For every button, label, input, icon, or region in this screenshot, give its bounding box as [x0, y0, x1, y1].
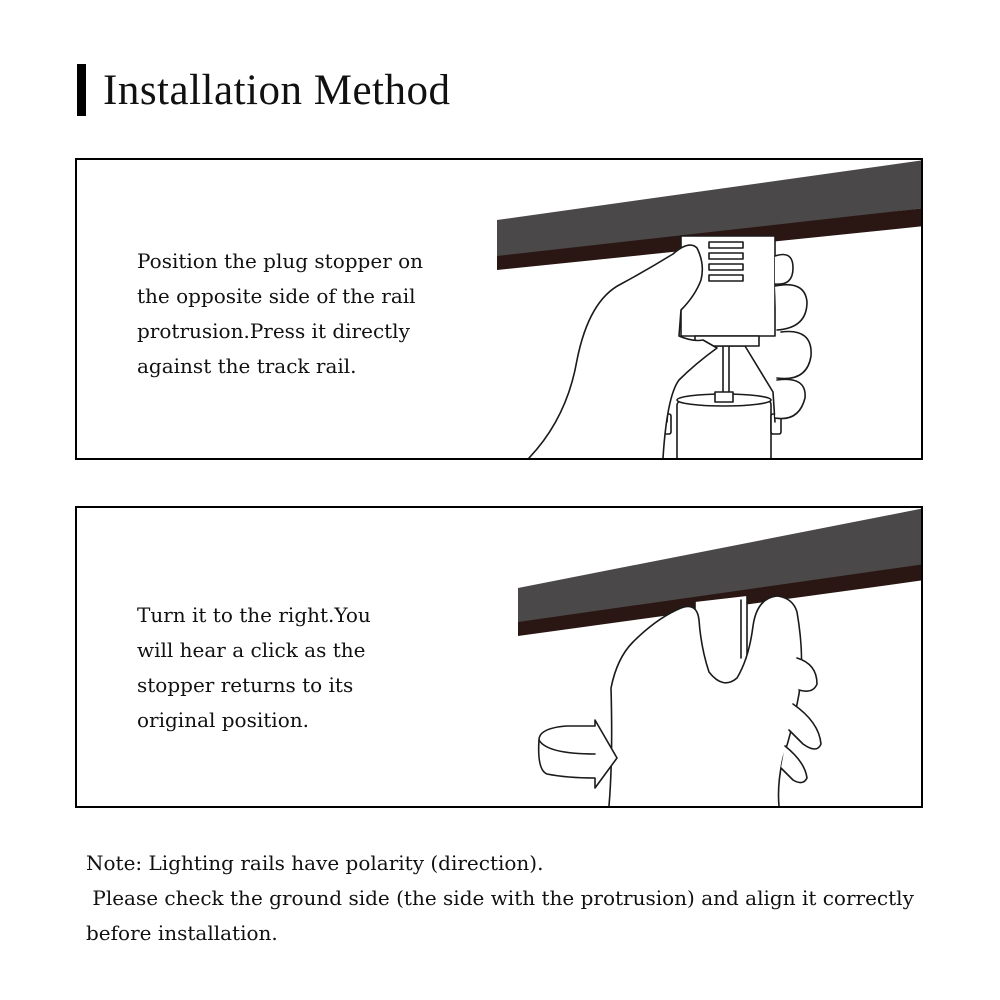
title-accent-bar	[77, 64, 86, 116]
step-2-line: will hear a click as the	[137, 638, 366, 662]
note-line: before installation.	[86, 921, 278, 945]
step-1-illustration	[77, 160, 921, 458]
step-1-panel	[75, 158, 923, 460]
step-1-line: Position the plug stopper on	[137, 249, 424, 273]
adapter-slot	[709, 275, 743, 281]
finger	[775, 379, 805, 418]
step-2-panel	[75, 506, 923, 808]
note-line: Please check the ground side (the side with the protrusion) and align it correctly	[86, 886, 914, 910]
adapter-slot	[709, 242, 743, 248]
adapter-slot	[709, 264, 743, 270]
step-1-line: the opposite side of the rail	[137, 284, 416, 308]
finger	[777, 332, 811, 379]
finger	[781, 746, 807, 783]
step-2-line: original position.	[137, 708, 309, 732]
step-1-line: against the track rail.	[137, 354, 357, 378]
finger	[797, 658, 817, 691]
page-title: Installation Method	[103, 67, 451, 114]
adapter-slot	[709, 253, 743, 259]
step-2-line: stopper returns to its	[137, 673, 354, 697]
finger	[789, 704, 821, 749]
note-line: Note: Lighting rails have polarity (direction).	[86, 851, 544, 875]
finger	[775, 255, 793, 285]
polarity-note	[86, 846, 966, 951]
step-1-line: protrusion.Press it directly	[137, 319, 410, 343]
step-2-illustration	[77, 508, 921, 806]
step-2-line: Turn it to the right.You	[137, 603, 371, 627]
finger	[775, 285, 807, 330]
rotate-right-arrow-icon	[539, 720, 617, 788]
